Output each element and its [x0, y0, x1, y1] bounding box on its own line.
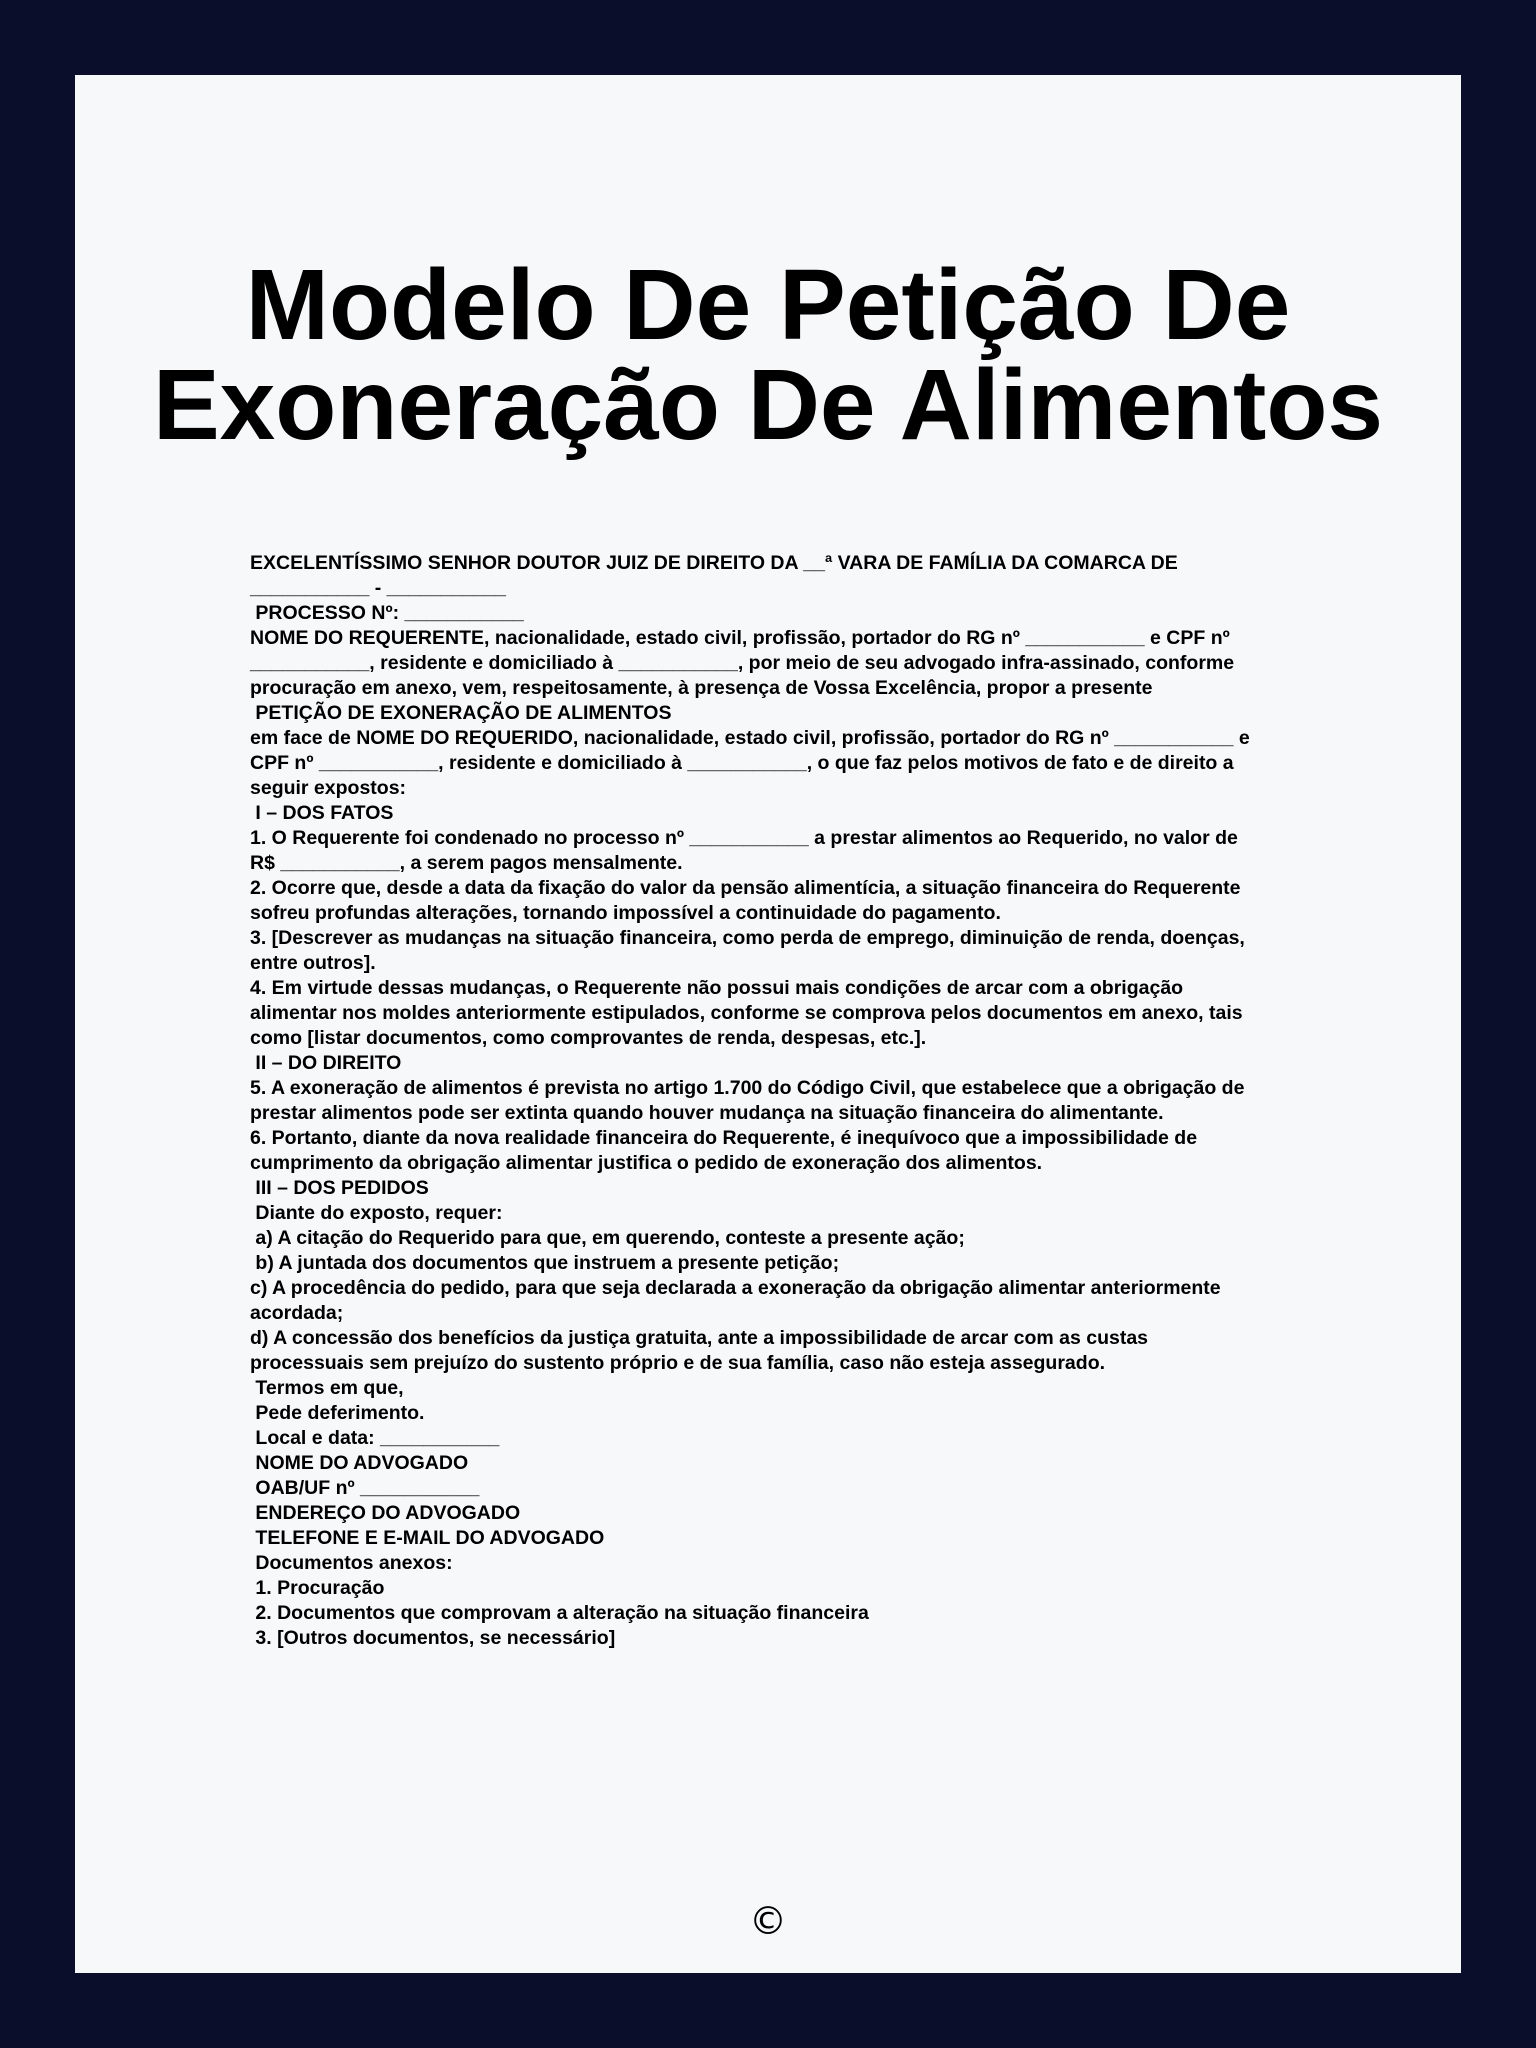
document-title — [75, 249, 1461, 461]
document-line: NOME DO ADVOGADO — [250, 1452, 469, 1474]
document-line: ___________, residente e domiciliado à ___________, por meio de seu advogado infra-assinado, conforme — [250, 652, 1235, 674]
document-line: PETIÇÃO DE EXONERAÇÃO DE ALIMENTOS — [250, 702, 672, 724]
document-line: 6. Portanto, diante da nova realidade financeira do Requerente, é inequívoco que a impossibilidade de — [250, 1127, 1198, 1149]
document-line: 4. Em virtude dessas mudanças, o Requerente não possui mais condições de arcar com a obrigação — [250, 977, 1184, 999]
document-line: procuração em anexo, vem, respeitosamente, à presença de Vossa Excelência, propor a presente — [250, 677, 1153, 699]
document-line: Pede deferimento. — [250, 1402, 425, 1424]
document-line: 3. [Descrever as mudanças na situação financeira, como perda de emprego, diminuição de renda, doenças, — [250, 927, 1245, 949]
document-line: d) A concessão dos benefícios da justiça gratuita, ante a impossibilidade de arcar com as custas — [250, 1327, 1149, 1349]
document-line: b) A juntada dos documentos que instruem a presente petição; — [250, 1252, 840, 1274]
document-line: TELEFONE E E-MAIL DO ADVOGADO — [250, 1527, 605, 1549]
document-line: II – DO DIREITO — [250, 1052, 402, 1074]
document-line: CPF nº ___________, residente e domiciliado à ___________, o que faz pelos motivos de fato e de direito a — [250, 752, 1234, 774]
document-line: EXCELENTÍSSIMO SENHOR DOUTOR JUIZ DE DIREITO DA __ª VARA DE FAMÍLIA DA COMARCA DE — [250, 552, 1178, 574]
document-line: Local e data: ___________ — [250, 1427, 500, 1449]
document-line: NOME DO REQUERENTE, nacionalidade, estado civil, profissão, portador do RG nº ___________ e CPF nº — [250, 627, 1230, 649]
document-line: PROCESSO Nº: ___________ — [250, 602, 524, 624]
document-line: c) A procedência do pedido, para que seja declarada a exoneração da obrigação alimentar anteriormente — [250, 1277, 1221, 1299]
title-line-2: Exoneração De Alimentos — [152, 349, 1384, 461]
document-line: cumprimento da obrigação alimentar justifica o pedido de exoneração dos alimentos. — [250, 1152, 1043, 1174]
document-line: OAB/UF nº ___________ — [250, 1477, 480, 1499]
document-line: I – DOS FATOS — [250, 802, 394, 824]
document-line: Termos em que, — [250, 1377, 404, 1399]
document-page — [75, 75, 1461, 1973]
document-line: ENDEREÇO DO ADVOGADO — [250, 1502, 521, 1524]
document-line: 2. Ocorre que, desde a data da fixação do valor da pensão alimentícia, a situação financeira do Requerente — [250, 877, 1241, 899]
document-line: sofreu profundas alterações, tornando impossível a continuidade do pagamento. — [250, 902, 1001, 924]
document-line: 1. Procuração — [250, 1577, 385, 1599]
document-line: 2. Documentos que comprovam a alteração na situação financeira — [250, 1602, 869, 1624]
document-body — [250, 551, 1360, 1651]
document-line: prestar alimentos pode ser extinta quando houver mudança na situação financeira do alimentante. — [250, 1102, 1164, 1124]
document-line: como [listar documentos, como comprovantes de renda, despesas, etc.]. — [250, 1027, 927, 1049]
document-line: R$ ___________, a serem pagos mensalmente. — [250, 852, 683, 874]
document-line: 3. [Outros documentos, se necessário] — [250, 1627, 616, 1649]
document-line: processuais sem prejuízo do sustento próprio e de sua família, caso não esteja assegurado. — [250, 1352, 1106, 1374]
document-line: alimentar nos moldes anteriormente estipulados, conforme se comprova pelos documentos em anexo, tais — [250, 1002, 1243, 1024]
document-line: em face de NOME DO REQUERIDO, nacionalidade, estado civil, profissão, portador do RG nº ___________ e — [250, 727, 1250, 749]
copyright-symbol: © — [749, 1899, 787, 1943]
document-line: 5. A exoneração de alimentos é prevista no artigo 1.700 do Código Civil, que estabelece que a obrigação de — [250, 1077, 1245, 1099]
document-line: III – DOS PEDIDOS — [250, 1177, 429, 1199]
document-line: Diante do exposto, requer: — [250, 1202, 503, 1224]
document-line: acordada; — [250, 1302, 344, 1324]
document-line: ___________ - ___________ — [250, 577, 506, 599]
document-line: a) A citação do Requerido para que, em querendo, conteste a presente ação; — [250, 1227, 965, 1249]
document-line: entre outros]. — [250, 952, 376, 974]
document-line: Documentos anexos: — [250, 1552, 453, 1574]
document-line: 1. O Requerente foi condenado no processo nº ___________ a prestar alimentos ao Requerido, no valor de — [250, 827, 1238, 849]
title-line-1: Modelo De Petição De — [245, 249, 1291, 361]
document-line: seguir expostos: — [250, 777, 407, 799]
